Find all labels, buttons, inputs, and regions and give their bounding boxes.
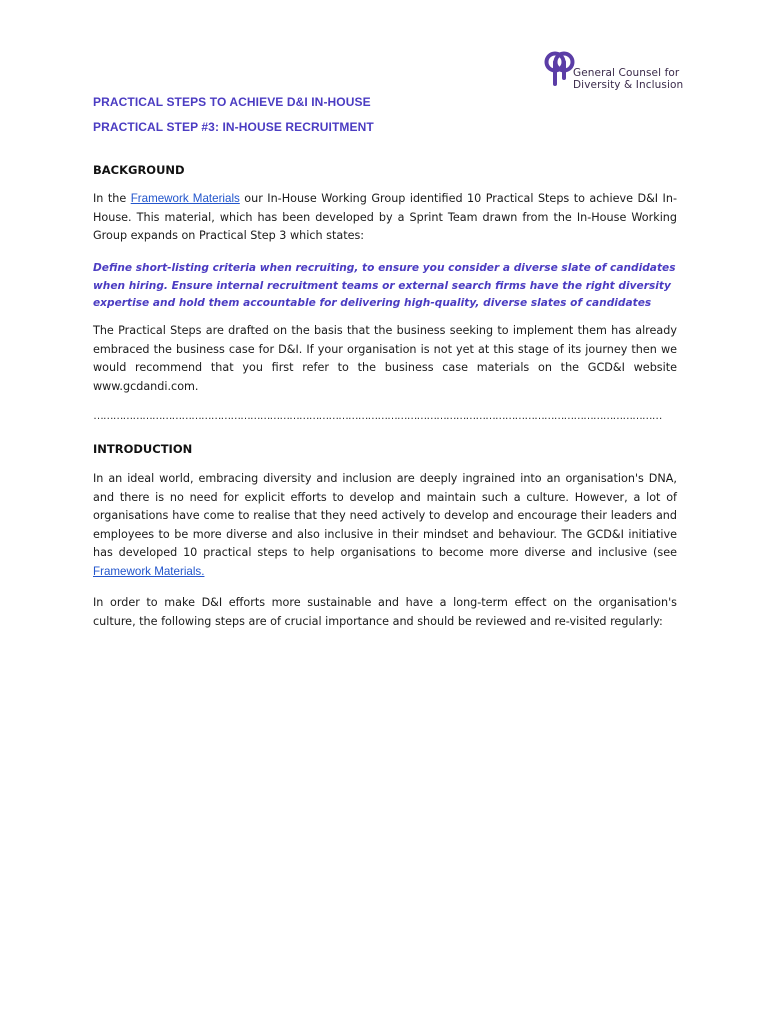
p1-before: In the xyxy=(93,192,131,205)
intro-p1-text: In an ideal world, embracing diversity and inclusion are deeply ingrained into an organisation's DNA, and there is no need for explicit efforts to develop and maintain such a culture. However, a lot of organisations have come to realise that they need actively to develop and encourage their leaders and employees to be more diverse and also inclusive in their mindset and behaviour. The GCD&I initiative has developed 10 practical steps to help organisations to become more diverse and inclusive (see xyxy=(93,472,677,559)
section-divider: ………………………………………………………………………………………………………………………………………………………… xyxy=(93,410,662,422)
gcdi-logo-mark-icon xyxy=(543,48,575,96)
framework-materials-link-2[interactable]: Framework Materials. xyxy=(93,564,205,578)
gcdi-logo xyxy=(543,48,683,98)
introduction-title: INTRODUCTION xyxy=(93,442,193,456)
background-paragraph-1 xyxy=(93,190,677,246)
background-paragraph-2: The Practical Steps are drafted on the basis that the business seeking to implement them has already embraced the business case for D&I. If your organisation is not yet at this stage of its journey then we would recommend that you first refer to the business case materials on the GCD&I website www.gcdandi.com. xyxy=(93,324,677,393)
practical-step-quote: Define short-listing criteria when recruiting, to ensure you consider a diverse slate of candidates when hiring. Ensure internal recruitment teams or external search firms have the right diversity expertise and hold them accountable for delivering high-quality, diverse slates of candidates xyxy=(93,262,676,309)
introduction-paragraph-2: In order to make D&I efforts more sustainable and have a long-term effect on the organisation's culture, the following steps are of crucial importance and should be reviewed and re-visited regularly: xyxy=(93,596,677,628)
logo-line-2: Diversity & Inclusion xyxy=(573,79,684,91)
main-heading: PRACTICAL STEPS TO ACHIEVE D&I IN-HOUSE xyxy=(93,95,371,109)
p1-after: our In-House Working Group identified 10 Practical Steps to achieve D&I In-House. This material, which has been developed by a Sprint Team drawn from the In-House Working Group expands on Practical Step 3 which states: xyxy=(93,192,677,242)
background-title: BACKGROUND xyxy=(93,163,185,177)
framework-materials-link[interactable]: Framework Materials xyxy=(130,192,240,205)
sub-heading: PRACTICAL STEP #3: IN-HOUSE RECRUITMENT xyxy=(93,120,374,134)
logo-line-1: General Counsel for xyxy=(573,67,680,79)
logo-wordmark xyxy=(573,67,683,91)
introduction-paragraph-1 xyxy=(93,470,677,581)
